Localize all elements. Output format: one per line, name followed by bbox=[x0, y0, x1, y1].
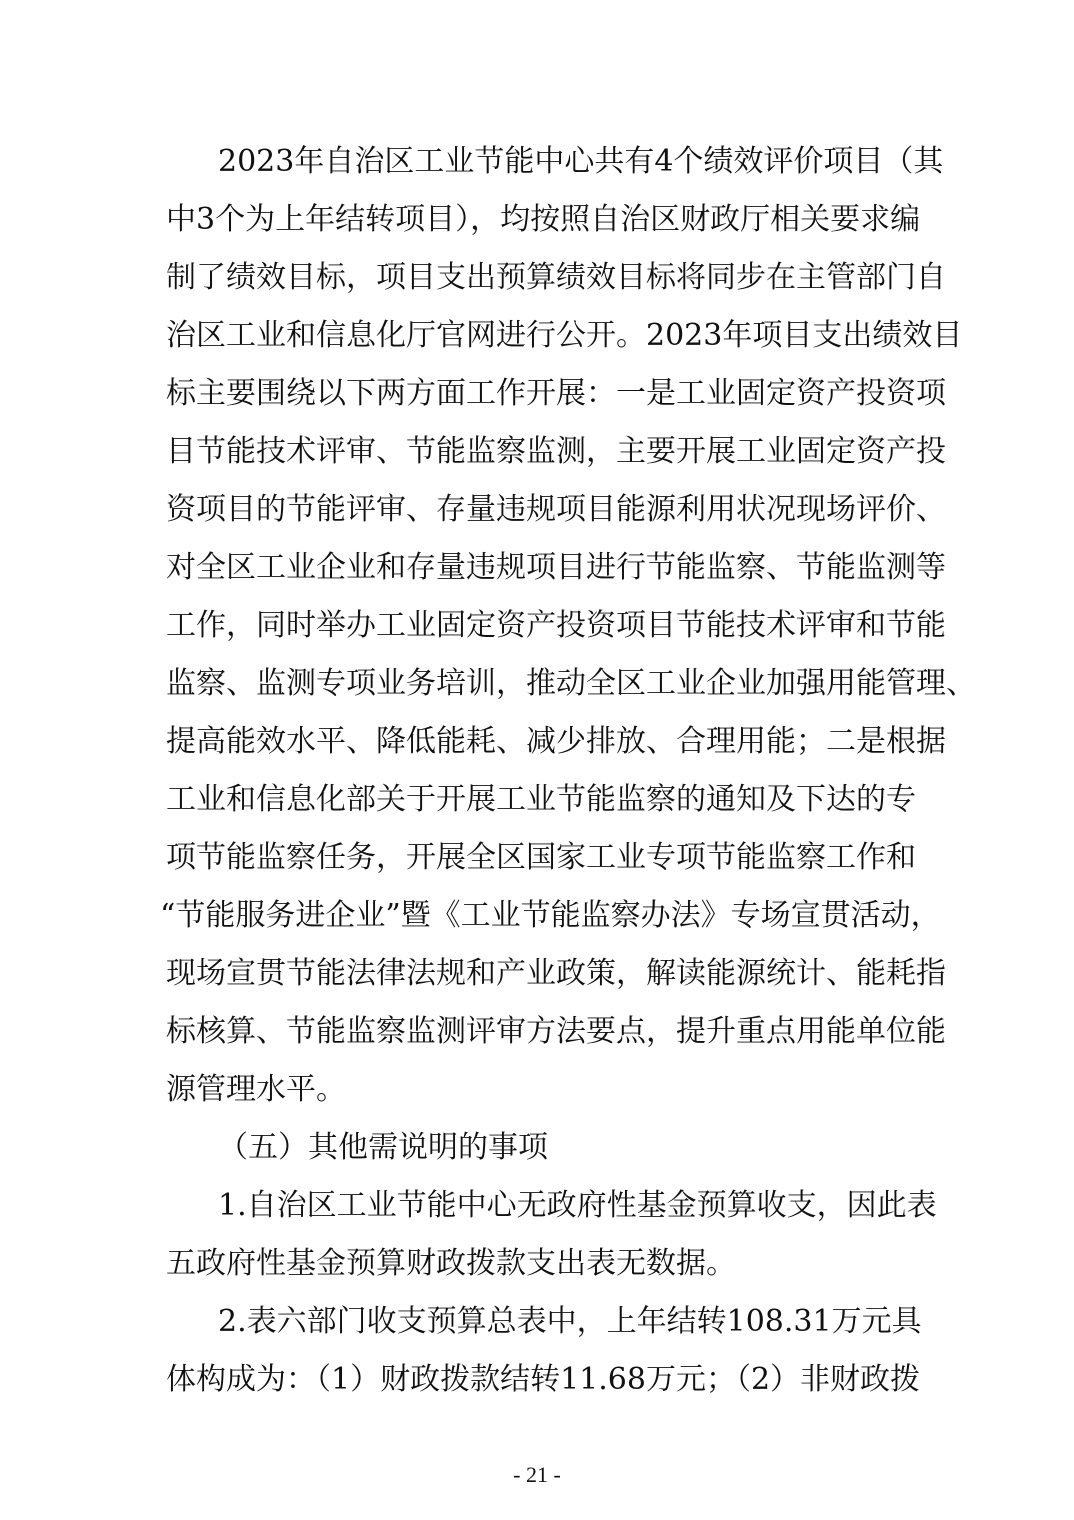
paragraph-1-line-17: 源管理水平。 bbox=[166, 1072, 346, 1107]
item-2-line-2: 体构成为：（1）财政拨款结转11.68万元；（2）非财政拨 bbox=[166, 1362, 921, 1397]
paragraph-1-line-6: 目节能技术评审、节能监察监测，主要开展工业固定资产投 bbox=[166, 434, 946, 469]
item-1-line-1: 1.自治区工业节能中心无政府性基金预算收支，因此表 bbox=[218, 1188, 937, 1223]
paragraph-1-line-10: 监察、监测专项业务培训，推动全区工业企业加强用能管理、 bbox=[166, 666, 976, 701]
paragraph-1-line-8: 对全区工业企业和存量违规项目进行节能监察、节能监测等 bbox=[166, 550, 946, 585]
paragraph-1-line-5: 标主要围绕以下两方面工作开展：一是工业固定资产投资项 bbox=[166, 376, 946, 411]
paragraph-1-line-9: 工作，同时举办工业固定资产投资项目节能技术评审和节能 bbox=[166, 608, 946, 643]
section-heading: （五）其他需说明的事项 bbox=[218, 1130, 548, 1165]
paragraph-1-line-2: 中3个为上年结转项目），均按照自治区财政厅相关要求编 bbox=[166, 202, 921, 237]
paragraph-1-line-13: 项节能监察任务，开展全区国家工业专项节能监察工作和 bbox=[166, 840, 916, 875]
item-1-line-2: 五政府性基金预算财政拨款支出表无数据。 bbox=[166, 1246, 736, 1281]
paragraph-1-line-1: 2023年自治区工业节能中心共有4个绩效评价项目（其 bbox=[218, 144, 944, 179]
paragraph-1-line-12: 工业和信息化部关于开展工业节能监察的通知及下达的专 bbox=[166, 782, 916, 817]
page-number: - 21 - bbox=[513, 1462, 561, 1487]
paragraph-1-line-7: 资项目的节能评审、存量违规项目能源利用状况现场评价、 bbox=[166, 492, 946, 527]
paragraph-1-line-15: 现场宣贯节能法律法规和产业政策，解读能源统计、能耗指 bbox=[166, 956, 946, 991]
paragraph-1-line-11: 提高能效水平、降低能耗、减少排放、合理用能；二是根据 bbox=[166, 724, 946, 759]
paragraph-1-line-14: “节能服务进企业”暨《工业节能监察办法》专场宣贯活动， bbox=[160, 898, 941, 933]
paragraph-1-line-4: 治区工业和信息化厅官网进行公开。2023年项目支出绩效目 bbox=[166, 318, 963, 353]
paragraph-1-line-16: 标核算、节能监察监测评审方法要点，提升重点用能单位能 bbox=[166, 1014, 946, 1049]
paragraph-1-line-3: 制了绩效目标，项目支出预算绩效目标将同步在主管部门自 bbox=[166, 260, 946, 295]
item-2-line-1: 2.表六部门收支预算总表中，上年结转108.31万元具 bbox=[218, 1304, 922, 1339]
